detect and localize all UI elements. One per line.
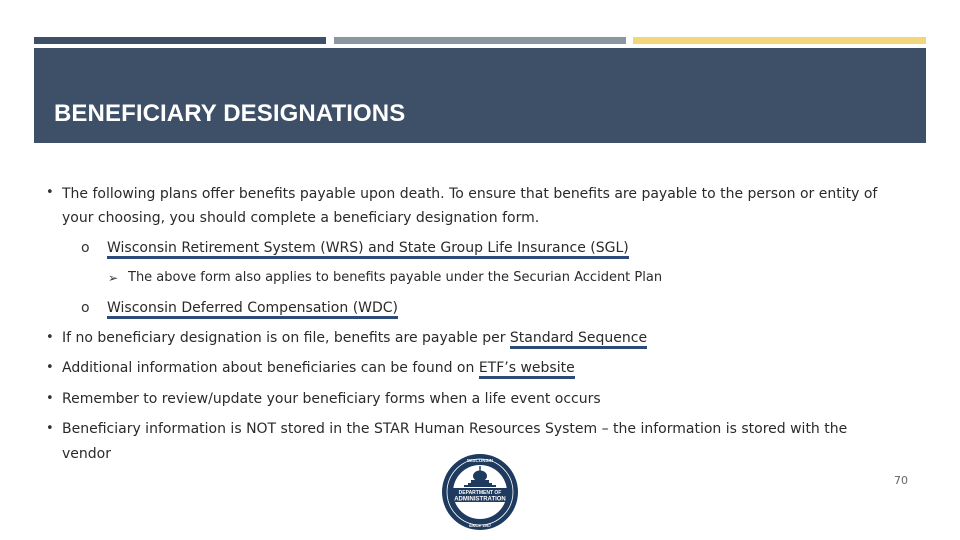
department-of-administration-seal: [440, 452, 520, 532]
logo-top-text: WISCONSIN: [466, 458, 494, 463]
logo-bottom-text: SINCE 1967: [468, 523, 492, 528]
page-number: 70: [894, 474, 908, 487]
bullet-icon: •: [46, 391, 54, 406]
bullet-3-text: Additional information about beneficiaries can be found on: [62, 360, 479, 376]
circle-bullet-icon: o: [81, 300, 90, 316]
bullet-1-line-1: The following plans offer benefits payable upon death. To ensure that benefits are payable to the person or entity of: [62, 186, 878, 202]
title-banner: [34, 48, 926, 143]
standard-sequence-link[interactable]: Standard Sequence: [510, 330, 647, 349]
bullet-2-text: If no beneficiary designation is on file, benefits are payable per: [62, 330, 510, 346]
bullet-2: [62, 329, 647, 347]
logo-line-2: ADMINISTRATION: [454, 496, 506, 503]
accent-bar-gray: [334, 37, 626, 44]
accent-bar-dark: [34, 37, 326, 44]
etf-website-link[interactable]: ETF’s website: [479, 360, 575, 379]
circle-bullet-icon: o: [81, 240, 90, 256]
arrow-bullet-icon: ➢: [108, 271, 119, 285]
logo-line-1: DEPARTMENT OF: [458, 490, 502, 496]
sub-item-wdc: [107, 299, 398, 317]
securian-note: The above form also applies to benefits payable under the Securian Accident Plan: [128, 270, 663, 285]
bullet-icon: •: [46, 330, 54, 345]
bullet-3: [62, 359, 575, 377]
accent-bar-yellow: [633, 37, 926, 44]
bullet-5-line-2: vendor: [62, 446, 111, 462]
bullet-icon: •: [46, 421, 54, 436]
bullet-5-line-1: Beneficiary information is NOT stored in the STAR Human Resources System – the information is stored with the: [62, 421, 848, 437]
wdc-link[interactable]: Wisconsin Deferred Compensation (WDC): [107, 300, 398, 319]
sub-item-wrs-sgl: [107, 239, 629, 257]
bullet-4: Remember to review/update your beneficiary forms when a life event occurs: [62, 391, 601, 407]
bullet-icon: •: [46, 185, 54, 200]
wrs-sgl-link[interactable]: Wisconsin Retirement System (WRS) and State Group Life Insurance (SGL): [107, 240, 629, 259]
bullet-icon: •: [46, 360, 54, 375]
slide-title: BENEFICIARY DESIGNATIONS: [54, 100, 406, 127]
bullet-1-line-2: your choosing, you should complete a beneficiary designation form.: [62, 210, 540, 226]
